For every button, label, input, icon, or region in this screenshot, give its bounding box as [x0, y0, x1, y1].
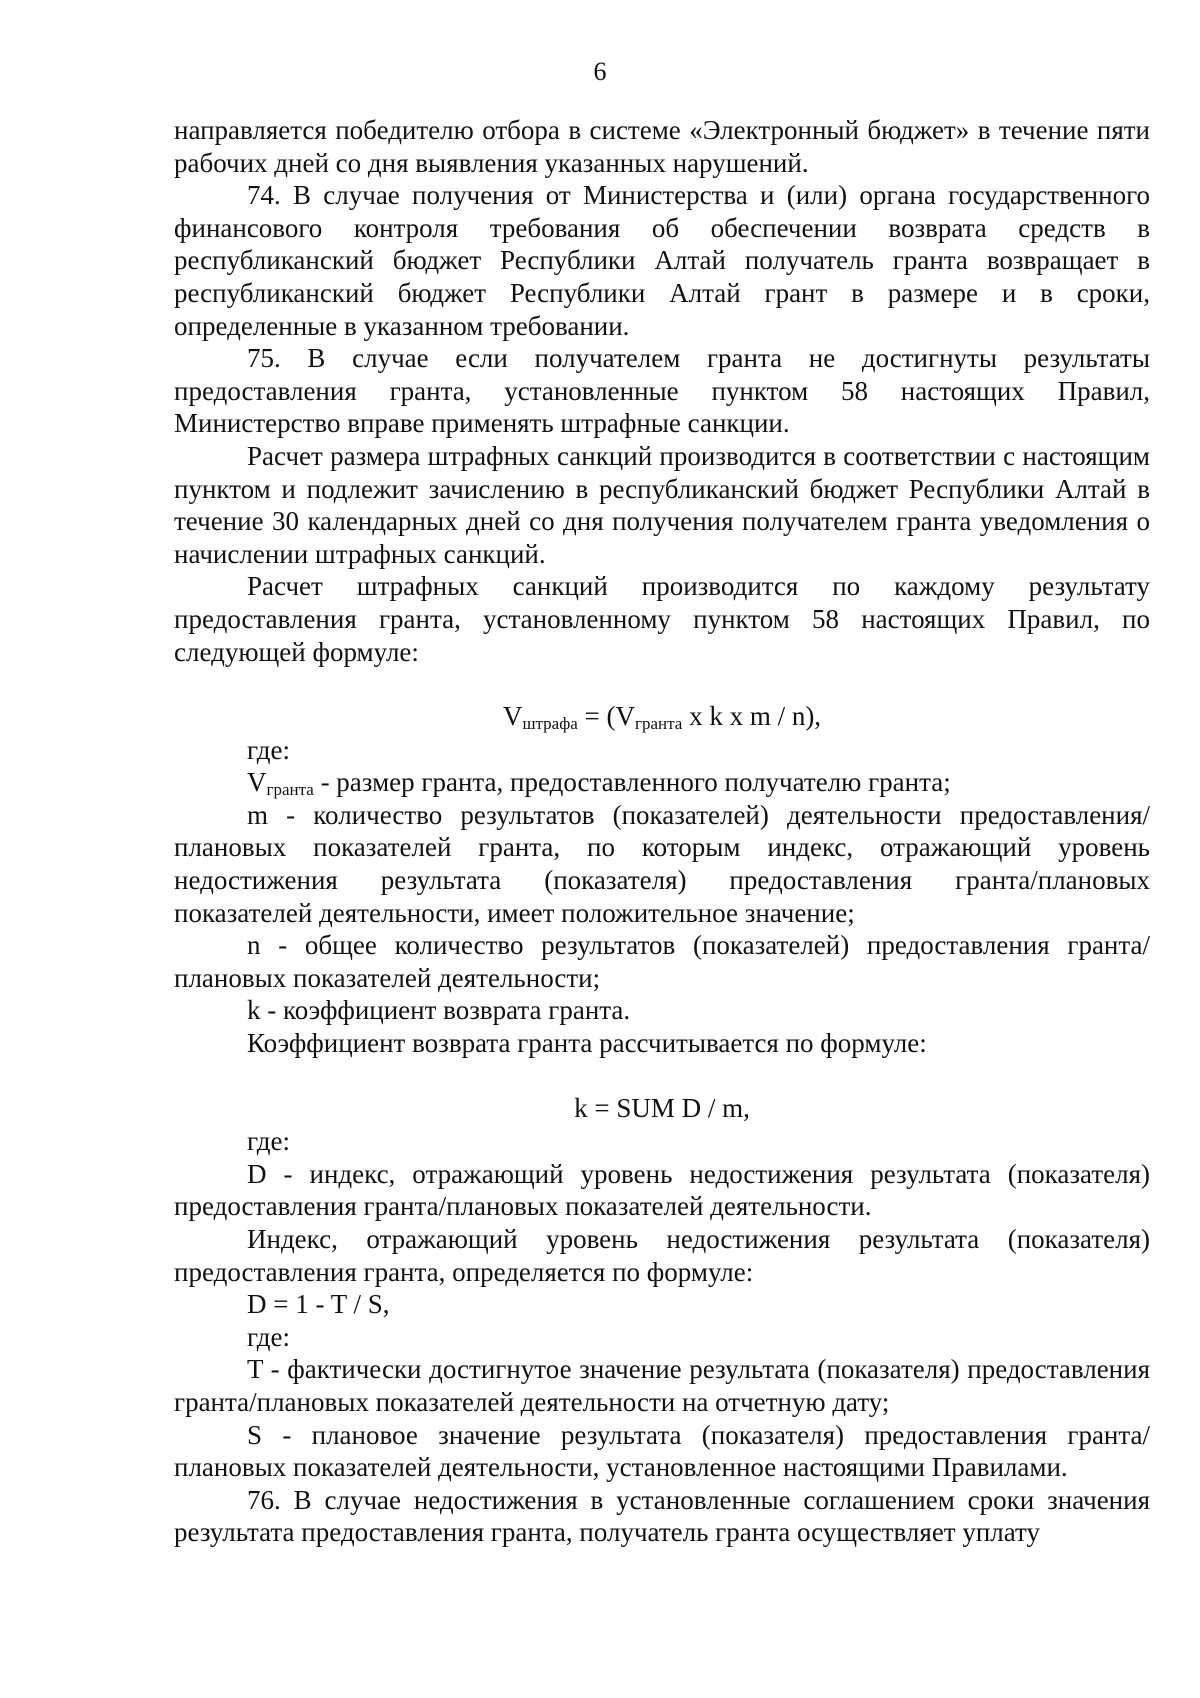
paragraph-continuation: направляется победителю отбора в системе «Электронный бюджет» в течение пяти рабочих дней со дня выявления указанных нарушений. [174, 115, 1150, 178]
definition-n: n - общее количество результатов (показателей) предоставления гранта/плановых показателей деятельности; [174, 930, 1150, 993]
definition-vgrant: $V_{гранта}$ - размер гранта, предоставленного получателю гранта; [247, 767, 951, 800]
definition-s: S - плановое значение результата (показателя) предоставления гранта/плановых показателей деятельности, установленное настоящими Правилами. [174, 1419, 1150, 1483]
definition-k: k - коэффициент возврата гранта. [247, 995, 631, 1026]
definition-t: T - фактически достигнутое значение результата (показателя) предоставления гранта/плановых показателей деятельности на отчетную дату; [174, 1354, 1150, 1417]
d-formula-intro: Индекс, отражающий уровень недостижения результата (показателя) предоставления гранта, определяется по формуле: [174, 1224, 1150, 1287]
formula-d: D = 1 - T / S, [247, 1289, 390, 1320]
paragraph-75: 75. В случае если получателем гранта не достигнуты результаты предоставления гранта, установленные пунктом 58 настоящих Правил, Министерство вправе применять штрафные санкции. [174, 343, 1150, 439]
k-formula-intro: Коэффициент возврата гранта рассчитывается по формуле: [247, 1028, 927, 1059]
where-label-1: где: [247, 734, 290, 765]
page-number: 6 [593, 57, 607, 86]
paragraph-fine-formula-intro: Расчет штрафных санкций производится по каждому результату предоставления гранта, установленному пунктом 58 настоящих Правил, по следующей формуле: [174, 571, 1150, 667]
paragraph-76: 76. В случае недостижения в установленные соглашением сроки значения результата предоставления гранта, получатель гранта осуществляет уплату [174, 1484, 1150, 1548]
where-label-2: где: [247, 1126, 290, 1157]
formula-k: k = SUM D / m, [574, 1092, 750, 1123]
formula-fine: $V_{штрафа} = (V_{гранта}$ x k x m / n), [502, 701, 822, 734]
document-body [174, 114, 1150, 1549]
definition-m: m - количество результатов (показателей) деятельности предоставления/плановых показателей гранта, по которым индекс, отражающий уровень недостижения результата (показателя) предоставления гранта/плановых показателей деятельности, имеет положительное значение; [174, 799, 1150, 928]
paragraph-fine-calculation: Расчет размера штрафных санкций производится в соответствии с настоящим пунктом и подлежит зачислению в республиканский бюджет Республики Алтай в течение 30 календарных дней со дня получения получателем гранта уведомления о начислении штрафных санкций. [174, 440, 1150, 569]
paragraph-74: 74. В случае получения от Министерства и (или) органа государственного финансового контроля требования об обеспечении возврата средств в республиканский бюджет Республики Алтай получатель гранта возвращает в республиканский бюджет Республики Алтай грант в размере и в сроки, определенные в указанном требовании. [174, 180, 1150, 341]
definition-d: D - индекс, отражающий уровень недостижения результата (показателя) предоставления гранта/плановых показателей деятельности. [174, 1158, 1150, 1222]
where-label-3: где: [247, 1321, 290, 1352]
